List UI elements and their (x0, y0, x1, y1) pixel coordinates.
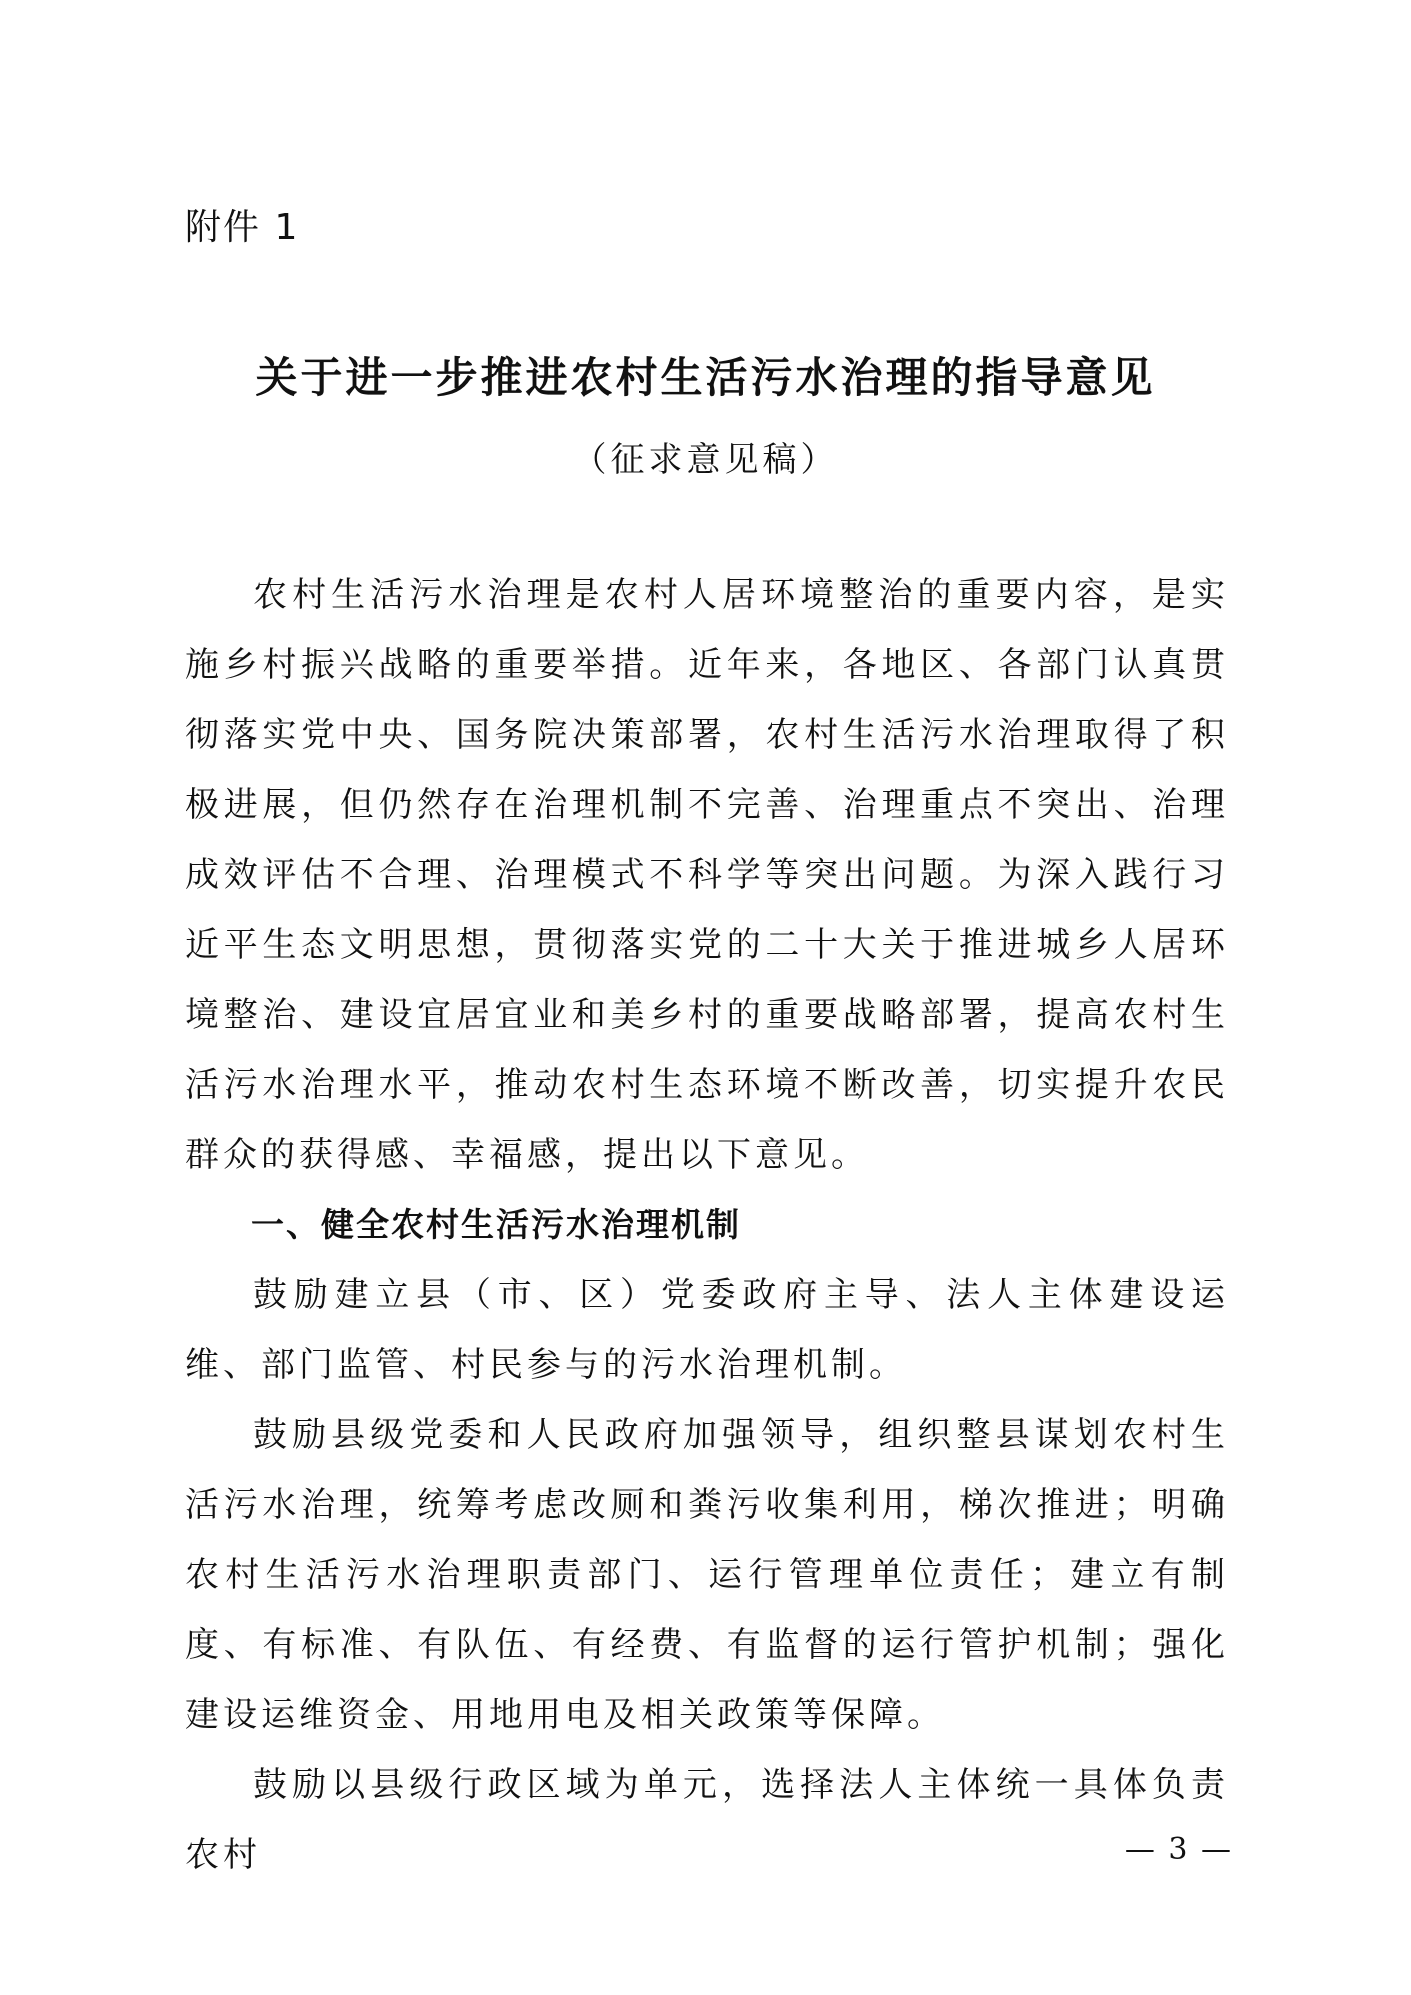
section-paragraph: 鼓励建立县（市、区）党委政府主导、法人主体建设运维、部门监管、村民参与的污水治理机制。 (185, 1275, 1229, 1385)
section-paragraph: 鼓励以县级行政区域为单元，选择法人主体统一具体负责农村 (185, 1765, 1229, 1875)
section-heading: 一、健全农村生活污水治理机制 (251, 1205, 741, 1244)
section-paragraph: 鼓励县级党委和人民政府加强领导，组织整县谋划农村生活污水治理，统筹考虑改厕和粪污收集利用，梯次推进；明确农村生活污水治理职责部门、运行管理单位责任；建立有制度、有标准、有队伍、有经费、有监督的运行管护机制；强化建设运维资金、用地用电及相关政策等保障。 (185, 1415, 1229, 1735)
page-number: — 3 — (1124, 1832, 1233, 1867)
document-title: 关于进一步推进农村生活污水治理的指导意见 (255, 353, 1156, 402)
intro-paragraph: 农村生活污水治理是农村人居环境整治的重要内容，是实施乡村振兴战略的重要举措。近年来，各地区、各部门认真贯彻落实党中央、国务院决策部署，农村生活污水治理取得了积极进展，但仍然存在治理机制不完善、治理重点不突出、治理成效评估不合理、治理模式不科学等突出问题。为深入践行习近平生态文明思想，贯彻落实党的二十大关于推进城乡人居环境整治、建设宜居宜业和美乡村的重要战略部署，提高农村生活污水治理水平，推动农村生态环境不断改善，切实提升农民群众的获得感、幸福感，提出以下意见。 (185, 575, 1229, 1175)
document-body (185, 560, 1229, 1890)
attachment-label: 附件 1 (185, 207, 300, 248)
document-subtitle: （征求意见稿） (572, 440, 839, 480)
